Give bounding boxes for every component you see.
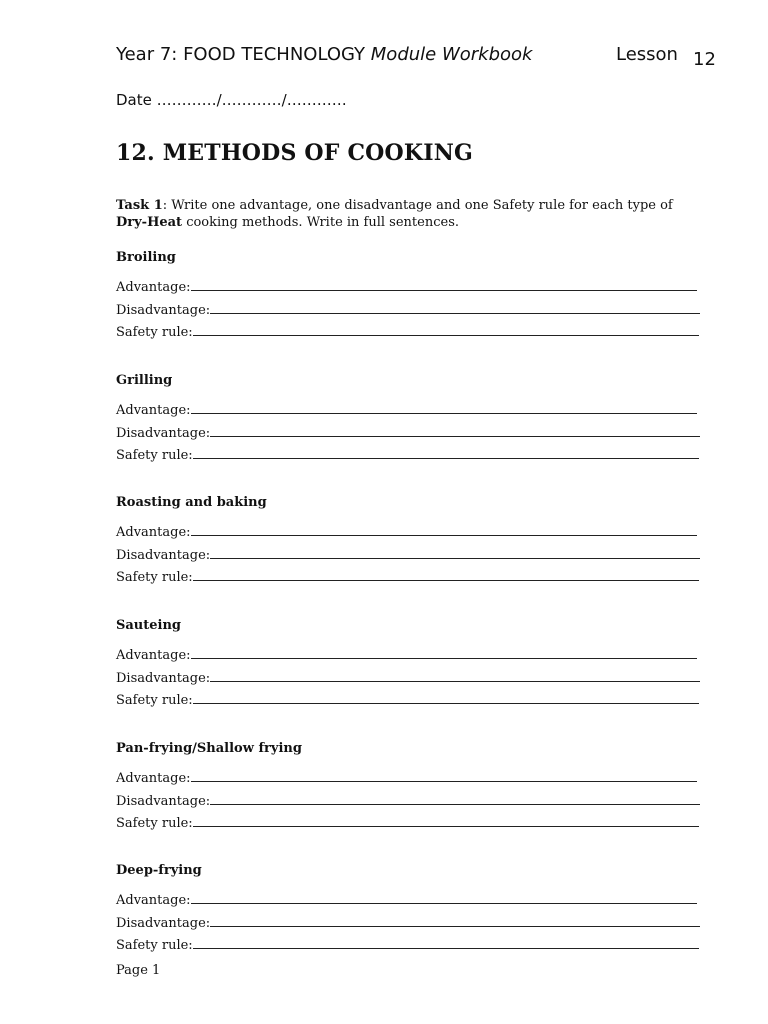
disadvantage-label: Disadvantage: (116, 302, 211, 318)
safety-answer-line[interactable] (193, 948, 699, 949)
safety-label: Safety rule: (116, 816, 193, 832)
advantage-label: Advantage: (116, 402, 191, 418)
disadvantage-row (116, 418, 700, 441)
disadvantage-answer-line[interactable] (210, 558, 700, 559)
advantage-answer-line[interactable] (191, 781, 697, 782)
section-heading: Sauteing (116, 618, 182, 633)
workbook-title (116, 44, 532, 65)
safety-row (116, 318, 700, 341)
advantage-label: Advantage: (116, 647, 191, 663)
section-heading: Broiling (116, 250, 176, 265)
disadvantage-label: Disadvantage: (116, 547, 211, 563)
section-heading: Roasting and baking (116, 495, 267, 510)
disadvantage-label: Disadvantage: (116, 670, 211, 686)
section-pan-frying (116, 740, 700, 831)
advantage-row (116, 272, 700, 295)
disadvantage-answer-line[interactable] (210, 926, 700, 927)
advantage-label: Advantage: (116, 279, 191, 295)
date-line: Date …………/…………/………… (116, 91, 347, 109)
advantage-answer-line[interactable] (191, 413, 697, 414)
section-deep-frying (116, 862, 700, 953)
disadvantage-row (116, 908, 700, 931)
section-heading: Deep-frying (116, 863, 202, 878)
section-grilling (116, 372, 700, 463)
section-roasting-baking (116, 494, 700, 585)
advantage-answer-line[interactable] (191, 290, 697, 291)
disadvantage-row (116, 295, 700, 318)
page-title: 12. METHODS OF COOKING (116, 140, 473, 166)
advantage-answer-line[interactable] (191, 903, 697, 904)
workbook-title-main: Year 7: FOOD TECHNOLOGY (116, 44, 371, 65)
workbook-title-italic: Module Workbook (370, 44, 533, 65)
safety-row (116, 931, 700, 954)
safety-label: Safety rule: (116, 693, 193, 709)
safety-answer-line[interactable] (193, 703, 699, 704)
lesson-label: Lesson (616, 44, 678, 65)
section-broiling (116, 249, 700, 340)
advantage-row (116, 395, 700, 418)
advantage-answer-line[interactable] (191, 658, 697, 659)
disadvantage-row (116, 663, 700, 686)
page-number: Page 1 (116, 963, 161, 978)
advantage-label: Advantage: (116, 770, 191, 786)
safety-answer-line[interactable] (193, 335, 699, 336)
safety-label: Safety rule: (116, 570, 193, 586)
advantage-row (116, 517, 700, 540)
advantage-label: Advantage: (116, 524, 191, 540)
advantage-label: Advantage: (116, 892, 191, 908)
safety-row (116, 441, 700, 464)
safety-answer-line[interactable] (193, 826, 699, 827)
safety-row (116, 809, 700, 832)
disadvantage-label: Disadvantage: (116, 425, 211, 441)
section-heading: Pan-frying/Shallow frying (116, 741, 302, 756)
advantage-row (116, 885, 700, 908)
disadvantage-row (116, 540, 700, 563)
disadvantage-answer-line[interactable] (210, 436, 700, 437)
task-instructions (116, 197, 696, 231)
safety-row (116, 686, 700, 709)
safety-label: Safety rule: (116, 938, 193, 954)
lesson-number: 12 (693, 49, 716, 70)
advantage-row (116, 640, 700, 663)
safety-label: Safety rule: (116, 325, 193, 341)
task-text-1: : Write one advantage, one disadvantage and one Safety rule for each type of (162, 198, 673, 213)
safety-answer-line[interactable] (193, 580, 699, 581)
section-heading: Grilling (116, 373, 173, 388)
task-label: Task 1 (116, 198, 163, 213)
disadvantage-answer-line[interactable] (210, 313, 700, 314)
disadvantage-row (116, 786, 700, 809)
disadvantage-label: Disadvantage: (116, 793, 211, 809)
safety-row (116, 563, 700, 586)
disadvantage-label: Disadvantage: (116, 915, 211, 931)
advantage-row (116, 763, 700, 786)
disadvantage-answer-line[interactable] (210, 681, 700, 682)
safety-label: Safety rule: (116, 448, 193, 464)
advantage-answer-line[interactable] (191, 535, 697, 536)
section-sauteing (116, 617, 700, 708)
disadvantage-answer-line[interactable] (210, 804, 700, 805)
task-text-2: cooking methods. Write in full sentences. (182, 215, 459, 230)
safety-answer-line[interactable] (193, 458, 699, 459)
task-dry-heat: Dry-Heat (116, 215, 183, 230)
